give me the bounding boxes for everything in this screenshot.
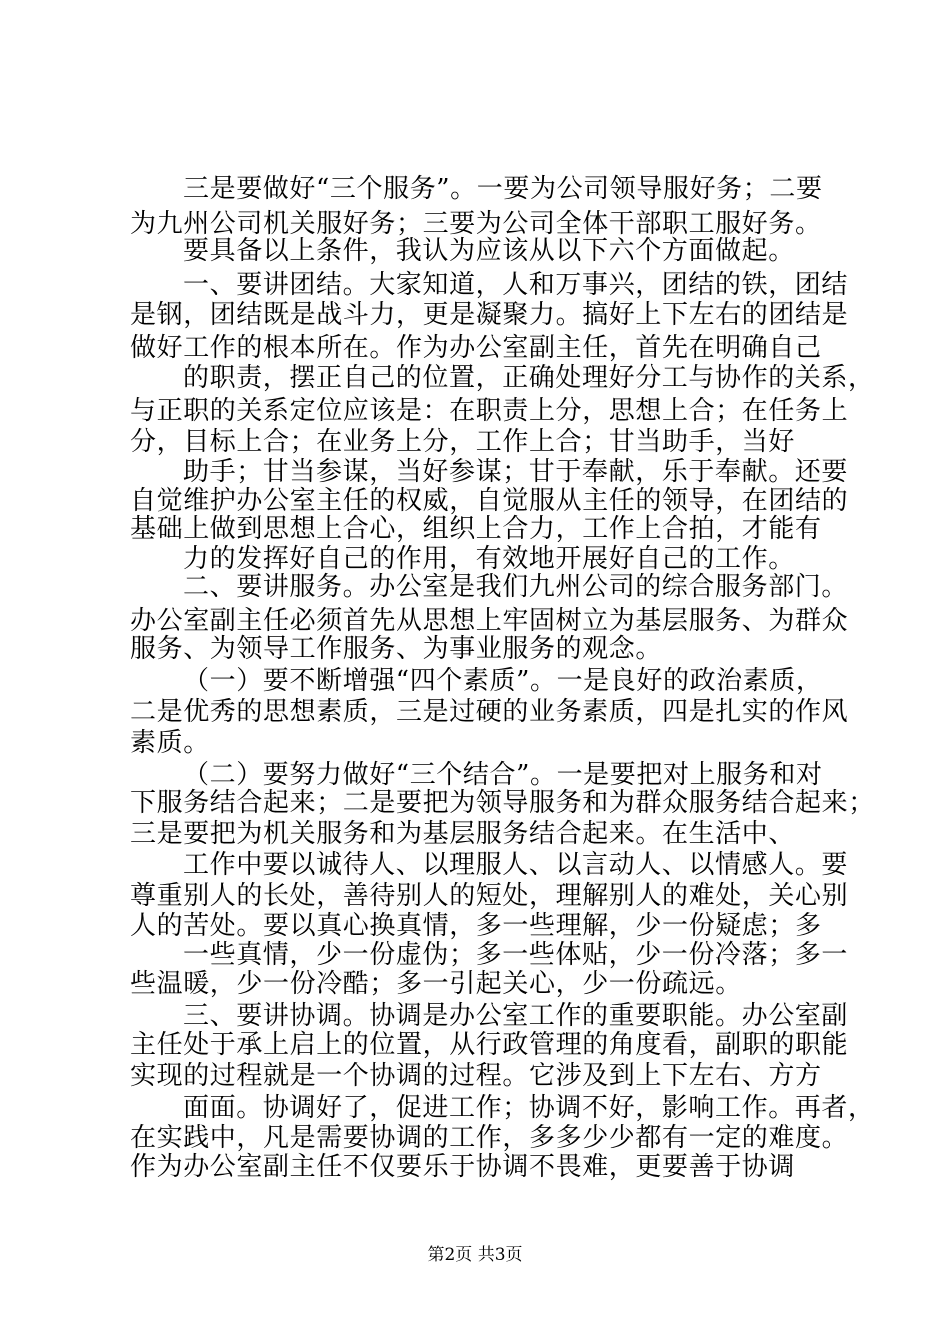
text-line: 三、要讲协调。协调是办公室工作的重要职能。办公室副	[183, 1001, 849, 1031]
page-number-footer: 第2页 共3页	[427, 1245, 523, 1265]
text-line: 二、要讲服务。办公室是我们九州公司的综合服务部门。	[183, 572, 849, 602]
text-line: 助手；甘当参谋，当好参谋；甘于奉献，乐于奉献。还要	[183, 457, 849, 487]
text-line: 主任处于承上启上的位置，从行政管理的角度看，副职的职能	[130, 1030, 849, 1060]
text-line: 是钢，团结既是战斗力，更是凝聚力。搞好上下左右的团结是	[130, 300, 849, 330]
text-line: 服务、为领导工作服务、为事业服务的观念。	[130, 634, 663, 664]
text-line: 三是要把为机关服务和为基层服务结合起来。在生活中、	[130, 819, 796, 849]
text-line: 作为办公室副主任不仅要乐于协调不畏难，更要善于协调	[130, 1152, 796, 1182]
text-line: 的职责，摆正自己的位置，正确处理好分工与协作的关系，	[183, 363, 875, 393]
text-line: 尊重别人的长处，善待别人的短处，理解别人的难处，关心别	[130, 881, 849, 911]
text-line: 自觉维护办公室主任的权威，自觉服从主任的领导，在团结的	[130, 486, 849, 516]
text-line: 素质。	[130, 728, 210, 758]
text-line: 人的苦处。要以真心换真情，多一些理解，少一份疑虑；多	[130, 911, 822, 941]
text-line: 一些真情，少一份虚伪；多一些体贴，少一份冷落；多一	[183, 940, 849, 970]
text-line: 面面。协调好了，促进工作；协调不好，影响工作。再者，	[183, 1093, 875, 1123]
text-line: 一、要讲团结。大家知道，人和万事兴，团结的铁，团结	[183, 270, 849, 300]
text-line: 与正职的关系定位应该是：在职责上分，思想上合；在任务上	[130, 396, 849, 426]
text-line: 三是要做好“三个服务”。一要为公司领导服好务；二要	[183, 174, 823, 204]
text-line: 二是优秀的思想素质，三是过硬的业务素质，四是扎实的作风	[130, 697, 849, 727]
text-line: 基础上做到思想上合心，组织上合力，工作上合拍，才能有	[130, 514, 822, 544]
text-line: 要具备以上条件，我认为应该从以下六个方面做起。	[183, 236, 795, 266]
text-line: 做好工作的根本所在。作为办公室副主任，首先在明确自己	[130, 333, 822, 363]
text-line: 力的发挥好自己的作用，有效地开展好自己的工作。	[183, 544, 795, 574]
text-line: 些温暖，少一份冷酷；多一引起关心，少一份疏远。	[130, 969, 742, 999]
text-line: 在实践中，凡是需要协调的工作，多多少少都有一定的难度。	[130, 1123, 849, 1153]
text-line: 办公室副主任必须首先从思想上牢固树立为基层服务、为群众	[130, 606, 849, 636]
text-line: 为九州公司机关服好务；三要为公司全体干部职工服好务。	[130, 209, 822, 239]
text-line: （一）要不断增强“四个素质”。一是良好的政治素质，	[183, 666, 823, 696]
text-line: （二）要努力做好“三个结合”。一是要把对上服务和对	[183, 760, 823, 790]
text-line: 实现的过程就是一个协调的过程。它涉及到上下左右、方方	[130, 1061, 822, 1091]
text-line: 分，目标上合；在业务上分，工作上合；甘当助手，当好	[130, 427, 796, 457]
text-line: 工作中要以诚待人、以理服人、以言动人、以情感人。要	[183, 850, 849, 880]
text-line: 下服务结合起来；二是要把为领导服务和为群众服务结合起来；	[130, 788, 875, 818]
